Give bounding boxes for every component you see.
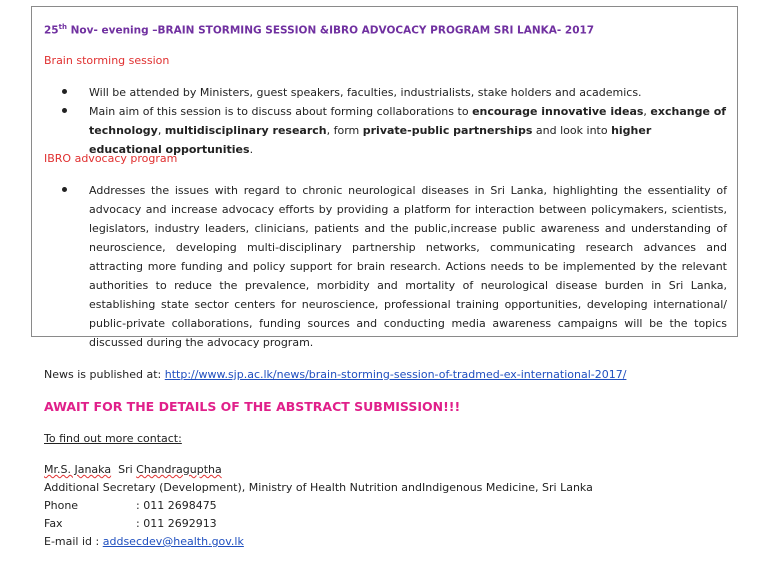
email-link[interactable]: addsecdev@health.gov.lk: [102, 535, 244, 548]
title-date-suffix: th: [58, 23, 67, 31]
email-label: E-mail id :: [44, 535, 100, 548]
title-text: Nov- evening –BRAIN STORMING SESSION &IBRO ADVOCACY PROGRAM SRI LANKA- 2017: [66, 24, 595, 37]
title-date-number: 25: [44, 24, 59, 37]
contact-heading: To find out more contact:: [44, 432, 182, 445]
news-label: News is published at:: [44, 368, 162, 381]
contact-fax: Fax : 011 2692913: [44, 517, 217, 530]
contact-email: [44, 535, 244, 548]
event-details-box: [31, 6, 738, 349]
bullet-dot: [62, 187, 67, 192]
news-line: [44, 368, 626, 381]
await-notice: AWAIT FOR THE DETAILS OF THE ABSTRACT SUBMISSION!!!: [44, 399, 461, 414]
bullet-dot: [62, 108, 67, 113]
event-title: [44, 23, 594, 37]
ibro-heading: IBRO advocacy program: [44, 152, 178, 165]
contact-phone: Phone : 011 2698475: [44, 499, 217, 512]
contact-role: Additional Secretary (Development), Ministry of Health Nutrition andIndigenous Medicine, Sri Lanka: [44, 481, 593, 494]
bullet-text: Will be attended by Ministers, guest speakers, faculties, industrialists, stake holders and academics.: [89, 86, 642, 99]
contact-name: Mr.S. Janaka Sri Chandraguptha: [44, 463, 222, 476]
list-item: [62, 83, 727, 102]
list-item: [62, 181, 727, 352]
bullet-text: Main aim of this session is to discuss about forming collaborations to encourage innovative ideas, exchange of technology, multidisciplinary research, form private-public partnerships and look into higher educational opportunities.: [89, 105, 727, 156]
brainstorm-heading: Brain storming session: [44, 54, 170, 67]
bullet-dot: [62, 89, 67, 94]
news-link[interactable]: http://www.sjp.ac.lk/news/brain-storming-session-of-tradmed-ex-international-2017/: [164, 368, 627, 381]
bullet-text: Addresses the issues with regard to chronic neurological diseases in Sri Lanka, highlighting the essentiality of advocacy and increase advocacy efforts by providing a platform for interaction between policymakers, scientists, legislators, industry leaders, clinicians, patients and the public,increase public awareness and understanding of neuroscience, developing multi-disciplinary partnership networks, communicating research advances and attracting more funding and policy support for brain research. Actions needs to be implemented by the relevant authorities to reduce the prevalence, morbidity and mortality of neurological disease burden in Sri Lanka, establishing state sector centers for neuroscience, professional training opportunities, developing international/ public-private collaborations, funding sources and conducting media awareness campaigns will be the topics discussed during the advocacy program.: [89, 184, 727, 349]
list-item: [62, 102, 727, 159]
